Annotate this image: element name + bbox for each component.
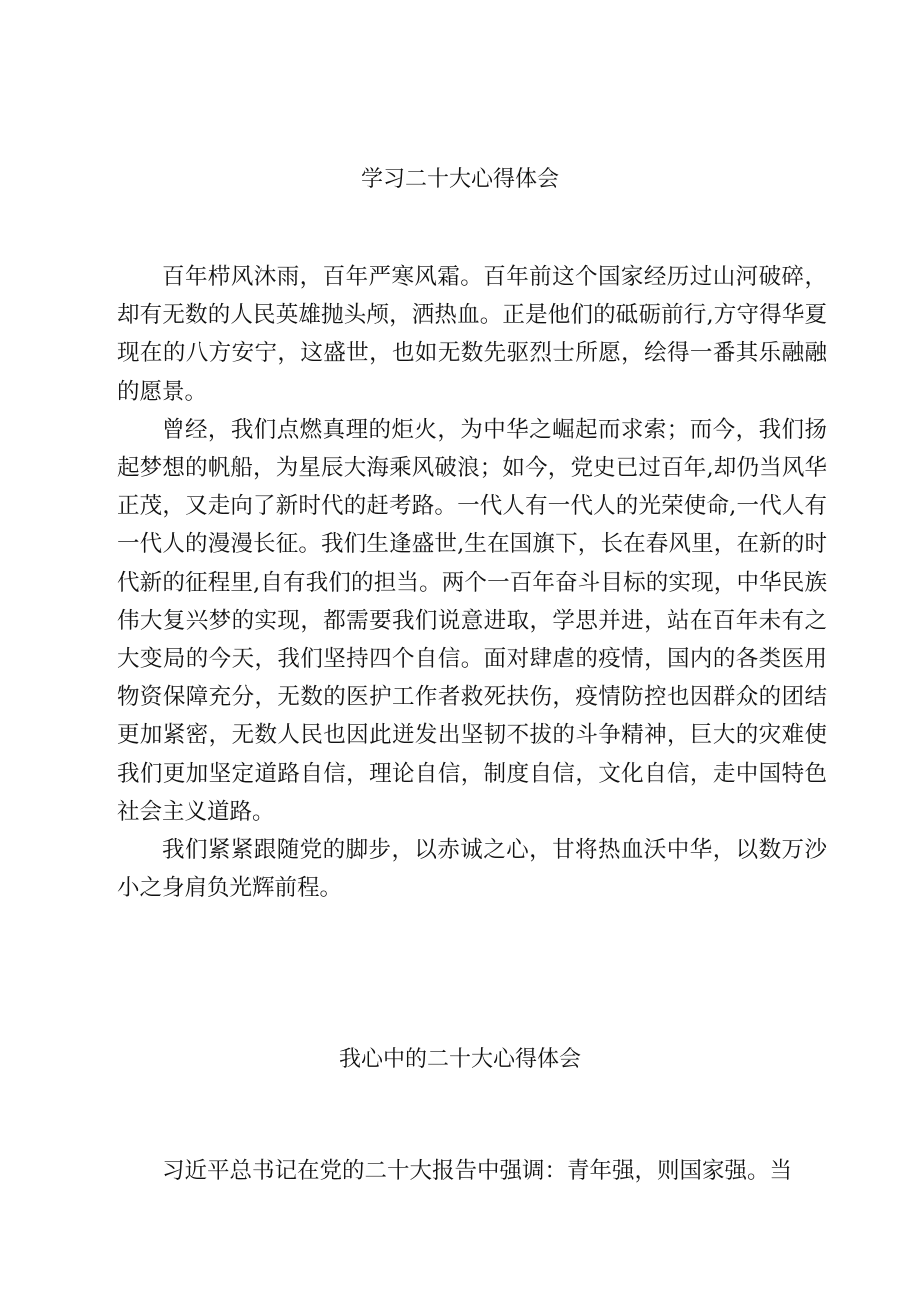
paragraph: 百年栉风沐雨，百年严寒风霜。百年前这个国家经历过山河破碎，却有无数的人民英雄抛头颅，洒热血。正是他们的砥砺前行,方守得华夏现在的八方安宁，这盛世，也如无数先驱烈士所愿，绘得一番其乐融融的愿景。 bbox=[117, 264, 827, 405]
paragraph: 习近平总书记在党的二十大报告中强调：青年强，则国家强。当 bbox=[162, 1158, 793, 1184]
paragraph: 曾经，我们点燃真理的炬火，为中华之崛起而求索；而今，我们扬起梦想的帆船，为星辰大海乘风破浪；如今，党史已过百年,却仍当风华正茂，又走向了新时代的赶考路。一代人有一代人的光荣使命,一代人有一代人的漫漫长征。我们生逢盛世,生在国旗下，长在春风里，在新的时代新的征程里,自有我们的担当。两个一百年奋斗目标的实现，中华民族伟大复兴梦的实现，都需要我们说意进取，学思并进，站在百年未有之大变局的今天，我们坚持四个自信。面对肆虐的疫情，国内的各类医用物资保障充分，无数的医护工作者救死扶伤，疫情防控也因群众的团结更加紧密，无数人民也因此迸发出坚韧不拔的斗争精神，巨大的灾难使我们更加坚定道路自信，理论自信，制度自信，文化自信，走中国特色社会主义道路。 bbox=[117, 416, 827, 825]
section-body-1 bbox=[117, 258, 827, 907]
section-title-2: 我心中的二十大心得体会 bbox=[338, 1047, 581, 1072]
paragraph: 我们紧紧跟随党的脚步，以赤诚之心，甘将热血沃中华，以数万沙小之身肩负光辉前程。 bbox=[117, 837, 827, 902]
section-title-1: 学习二十大心得体会 bbox=[360, 167, 559, 192]
section-body-2 bbox=[117, 1152, 827, 1190]
